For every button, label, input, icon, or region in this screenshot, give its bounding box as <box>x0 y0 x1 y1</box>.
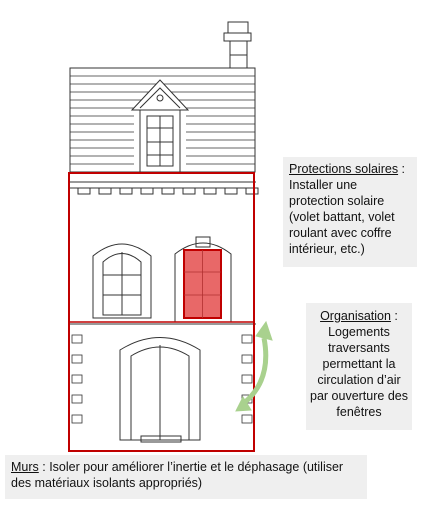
organisation-note <box>306 303 412 430</box>
walls-note <box>5 455 367 499</box>
walls-text: : Isoler pour améliorer l’inertie et le déphasage (utiliser des matériaux isolants appropriés) <box>11 460 344 490</box>
cornice <box>68 182 258 194</box>
highlighted-window <box>184 250 221 318</box>
organisation-heading: Organisation <box>320 309 391 323</box>
upper-left-window <box>93 244 151 318</box>
solar-protection-note <box>283 157 417 267</box>
solar-protection-heading: Protections solaires <box>289 162 399 176</box>
walls-heading: Murs <box>11 460 39 474</box>
organisation-text: : Logements traversants permettant la circulation d’air par ouverture des fenêtres <box>310 309 408 419</box>
entrance-door <box>120 338 200 443</box>
solar-protection-text: : Installer une protection solaire (volet battant, volet roulant avec coffre intérieur, etc.) <box>289 162 406 256</box>
highlight-frame <box>69 173 254 451</box>
